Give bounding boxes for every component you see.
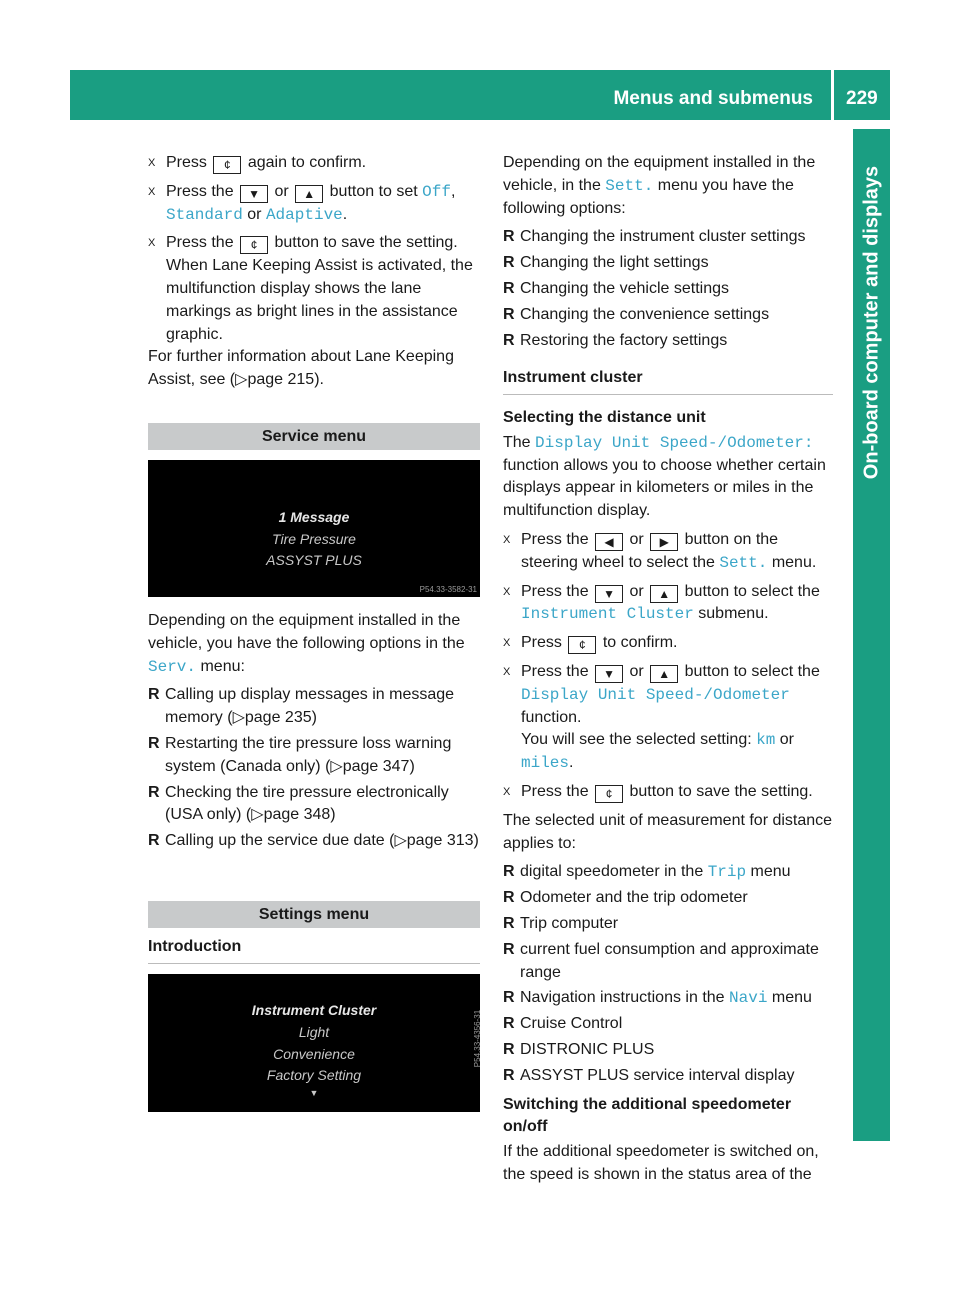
header-title: Menus and submenus: [613, 88, 813, 109]
page-ref-icon: ▷: [232, 709, 245, 727]
list-item: R Cruise Control: [503, 1013, 836, 1036]
paragraph: The Display Unit Speed-/Odometer: function allows you to choose whether certain displays appear in kilometers or miles in the multifunction display.: [503, 433, 826, 520]
bullet-icon: R: [503, 940, 515, 958]
list-item: R Calling up display messages in message memory (▷page 235): [148, 686, 455, 727]
display-text-trip: Trip: [707, 863, 747, 882]
bullet-icon: R: [503, 1015, 515, 1033]
ok-button-icon: ¢: [568, 636, 596, 654]
page-ref-icon: ▷: [330, 757, 343, 775]
paragraph: Depending on the equipment installed in the vehicle, you have the following options in the Serv. menu:: [148, 612, 465, 676]
display-text-unit-speed: Display Unit Speed-/Odometer: [521, 685, 790, 704]
step-arrow-icon: X: [503, 665, 511, 678]
step-arrow-icon: X: [148, 185, 156, 198]
left-column-service: [148, 610, 484, 856]
bullet-icon: R: [503, 254, 515, 272]
left-column-top: [148, 152, 484, 398]
display-text-sett: Sett.: [605, 176, 654, 195]
step-arrow-icon: X: [148, 157, 156, 169]
step: X Press the ▼ or ▲ button to select the Instrument Cluster submenu.: [503, 582, 820, 624]
list-item: R Checking the tire pressure electronically (USA only) (▷page 348): [148, 783, 449, 824]
page-ref-icon: ▷: [235, 371, 248, 389]
step: X Press the ▼ or ▲ button to set Off, Standard or Adaptive.: [148, 182, 456, 224]
page-ref-icon: ▷: [394, 832, 407, 850]
ok-button-icon: ¢: [213, 156, 241, 174]
heading-instrument-cluster: Instrument cluster: [503, 369, 833, 395]
list-item: R Navigation instructions in the Navi menu: [503, 987, 836, 1010]
step: X Press ¢ to confirm.: [503, 632, 836, 655]
list-item: R Restarting the tire pressure loss warning system (Canada only) (▷page 347): [148, 734, 452, 775]
right-column-distance: [503, 407, 836, 1193]
page-ref-icon: ▷: [251, 806, 264, 824]
paragraph: If the additional speedometer is switched on, the speed is shown in the status area of the: [503, 1143, 819, 1183]
step-arrow-icon: X: [503, 785, 511, 798]
list-item: R Calling up the service due date (▷page 313): [148, 830, 484, 853]
heading-introduction: Introduction: [148, 938, 480, 964]
step-arrow-icon: X: [503, 637, 511, 650]
step: X Press the ¢ button to save the setting.: [503, 781, 836, 804]
service-menu-screen-image: 1 Message Tire Pressure ASSYST PLUS P54.33-3582-31: [148, 460, 480, 597]
header-divider: [831, 70, 834, 120]
paragraph: Depending on the equipment installed in the vehicle, in the Sett. menu you have the following options:: [503, 154, 816, 217]
bullet-icon: R: [503, 989, 515, 1007]
left-button-icon: ◀: [595, 533, 623, 551]
display-text-instrument-cluster: Instrument Cluster: [521, 605, 694, 624]
down-button-icon: ▼: [240, 185, 268, 203]
bullet-icon: R: [503, 1040, 515, 1058]
list-item: R Changing the convenience settings: [503, 304, 836, 327]
bullet-icon: R: [148, 686, 160, 704]
list-item: R ASSYST PLUS service interval display: [503, 1065, 836, 1088]
list-item: R Trip computer: [503, 913, 836, 936]
section-title-service: Service menu: [148, 423, 480, 450]
subheading-additional-speedometer: Switching the additional speedometer on/off: [503, 1095, 792, 1136]
display-text-standard: Standard: [166, 205, 243, 224]
display-text-miles: miles: [521, 754, 570, 773]
list-item: R digital speedometer in the Trip menu: [503, 861, 836, 884]
section-title-settings: Settings menu: [148, 901, 480, 928]
subheading-distance-unit: Selecting the distance unit: [503, 409, 706, 426]
down-button-icon: ▼: [595, 665, 623, 683]
bullet-icon: R: [148, 783, 160, 801]
step-arrow-icon: X: [503, 533, 511, 546]
step-arrow-icon: X: [503, 585, 511, 598]
up-button-icon: ▲: [650, 585, 678, 603]
page-number: 229: [846, 88, 878, 109]
display-text-serv: Serv.: [148, 657, 197, 676]
list-item: R Restoring the factory settings: [503, 330, 836, 353]
display-text-sett: Sett.: [719, 553, 768, 572]
list-item: R Changing the vehicle settings: [503, 278, 836, 301]
bullet-icon: R: [503, 1066, 515, 1084]
display-text-unit-speed: Display Unit Speed-/Odometer:: [535, 433, 814, 452]
paragraph: For further information about Lane Keeping Assist, see (▷page 215).: [148, 348, 454, 389]
list-item: R Changing the light settings: [503, 252, 836, 275]
step: X Press the ▼ or ▲ button to select the Display Unit Speed-/Odometer function. You will see the selected setting: km or miles.: [503, 662, 820, 773]
display-text-off: Off: [422, 182, 451, 201]
down-button-icon: ▼: [595, 585, 623, 603]
bullet-icon: R: [503, 228, 515, 246]
list-item: R DISTRONIC PLUS: [503, 1039, 836, 1062]
list-item: R current fuel consumption and approximate range: [503, 940, 819, 981]
display-text-navi: Navi: [729, 989, 768, 1008]
up-button-icon: ▲: [295, 185, 323, 203]
side-tab-label-wrap: [853, 129, 890, 529]
side-tab-label: On-board computer and displays: [860, 165, 883, 480]
up-button-icon: ▲: [650, 665, 678, 683]
right-column-top: [503, 152, 836, 355]
bullet-icon: R: [503, 305, 515, 323]
ok-button-icon: ¢: [240, 236, 268, 254]
list-item: R Odometer and the trip odometer: [503, 887, 836, 910]
display-text-km: km: [756, 731, 776, 750]
step-arrow-icon: X: [148, 237, 156, 250]
chevron-down-icon: ▼: [309, 1088, 319, 1098]
bullet-icon: R: [148, 832, 160, 850]
ok-button-icon: ¢: [595, 785, 623, 803]
bullet-icon: R: [503, 863, 515, 881]
bullet-icon: R: [503, 914, 515, 932]
bullet-icon: R: [148, 734, 160, 752]
bullet-icon: R: [503, 279, 515, 297]
paragraph: The selected unit of measurement for distance applies to:: [503, 811, 833, 852]
settings-menu-screen-image: Instrument Cluster Light Convenience Factory Setting ▼ P54.33-4356-31: [148, 974, 480, 1112]
bullet-icon: R: [503, 331, 515, 349]
right-button-icon: ▶: [650, 533, 678, 551]
step: X Press the ◀ or ▶ button on the steering wheel to select the Sett. menu.: [503, 530, 817, 572]
step: X Press the ¢ button to save the setting. When Lane Keeping Assist is activated, the multifunction display shows the lane markings as bright lines in the assistance graphic.: [148, 234, 473, 343]
display-text-adaptive: Adaptive: [265, 205, 343, 224]
bullet-icon: R: [503, 889, 515, 907]
step: X Press ¢ again to confirm.: [148, 152, 484, 175]
list-item: R Changing the instrument cluster settings: [503, 226, 836, 249]
